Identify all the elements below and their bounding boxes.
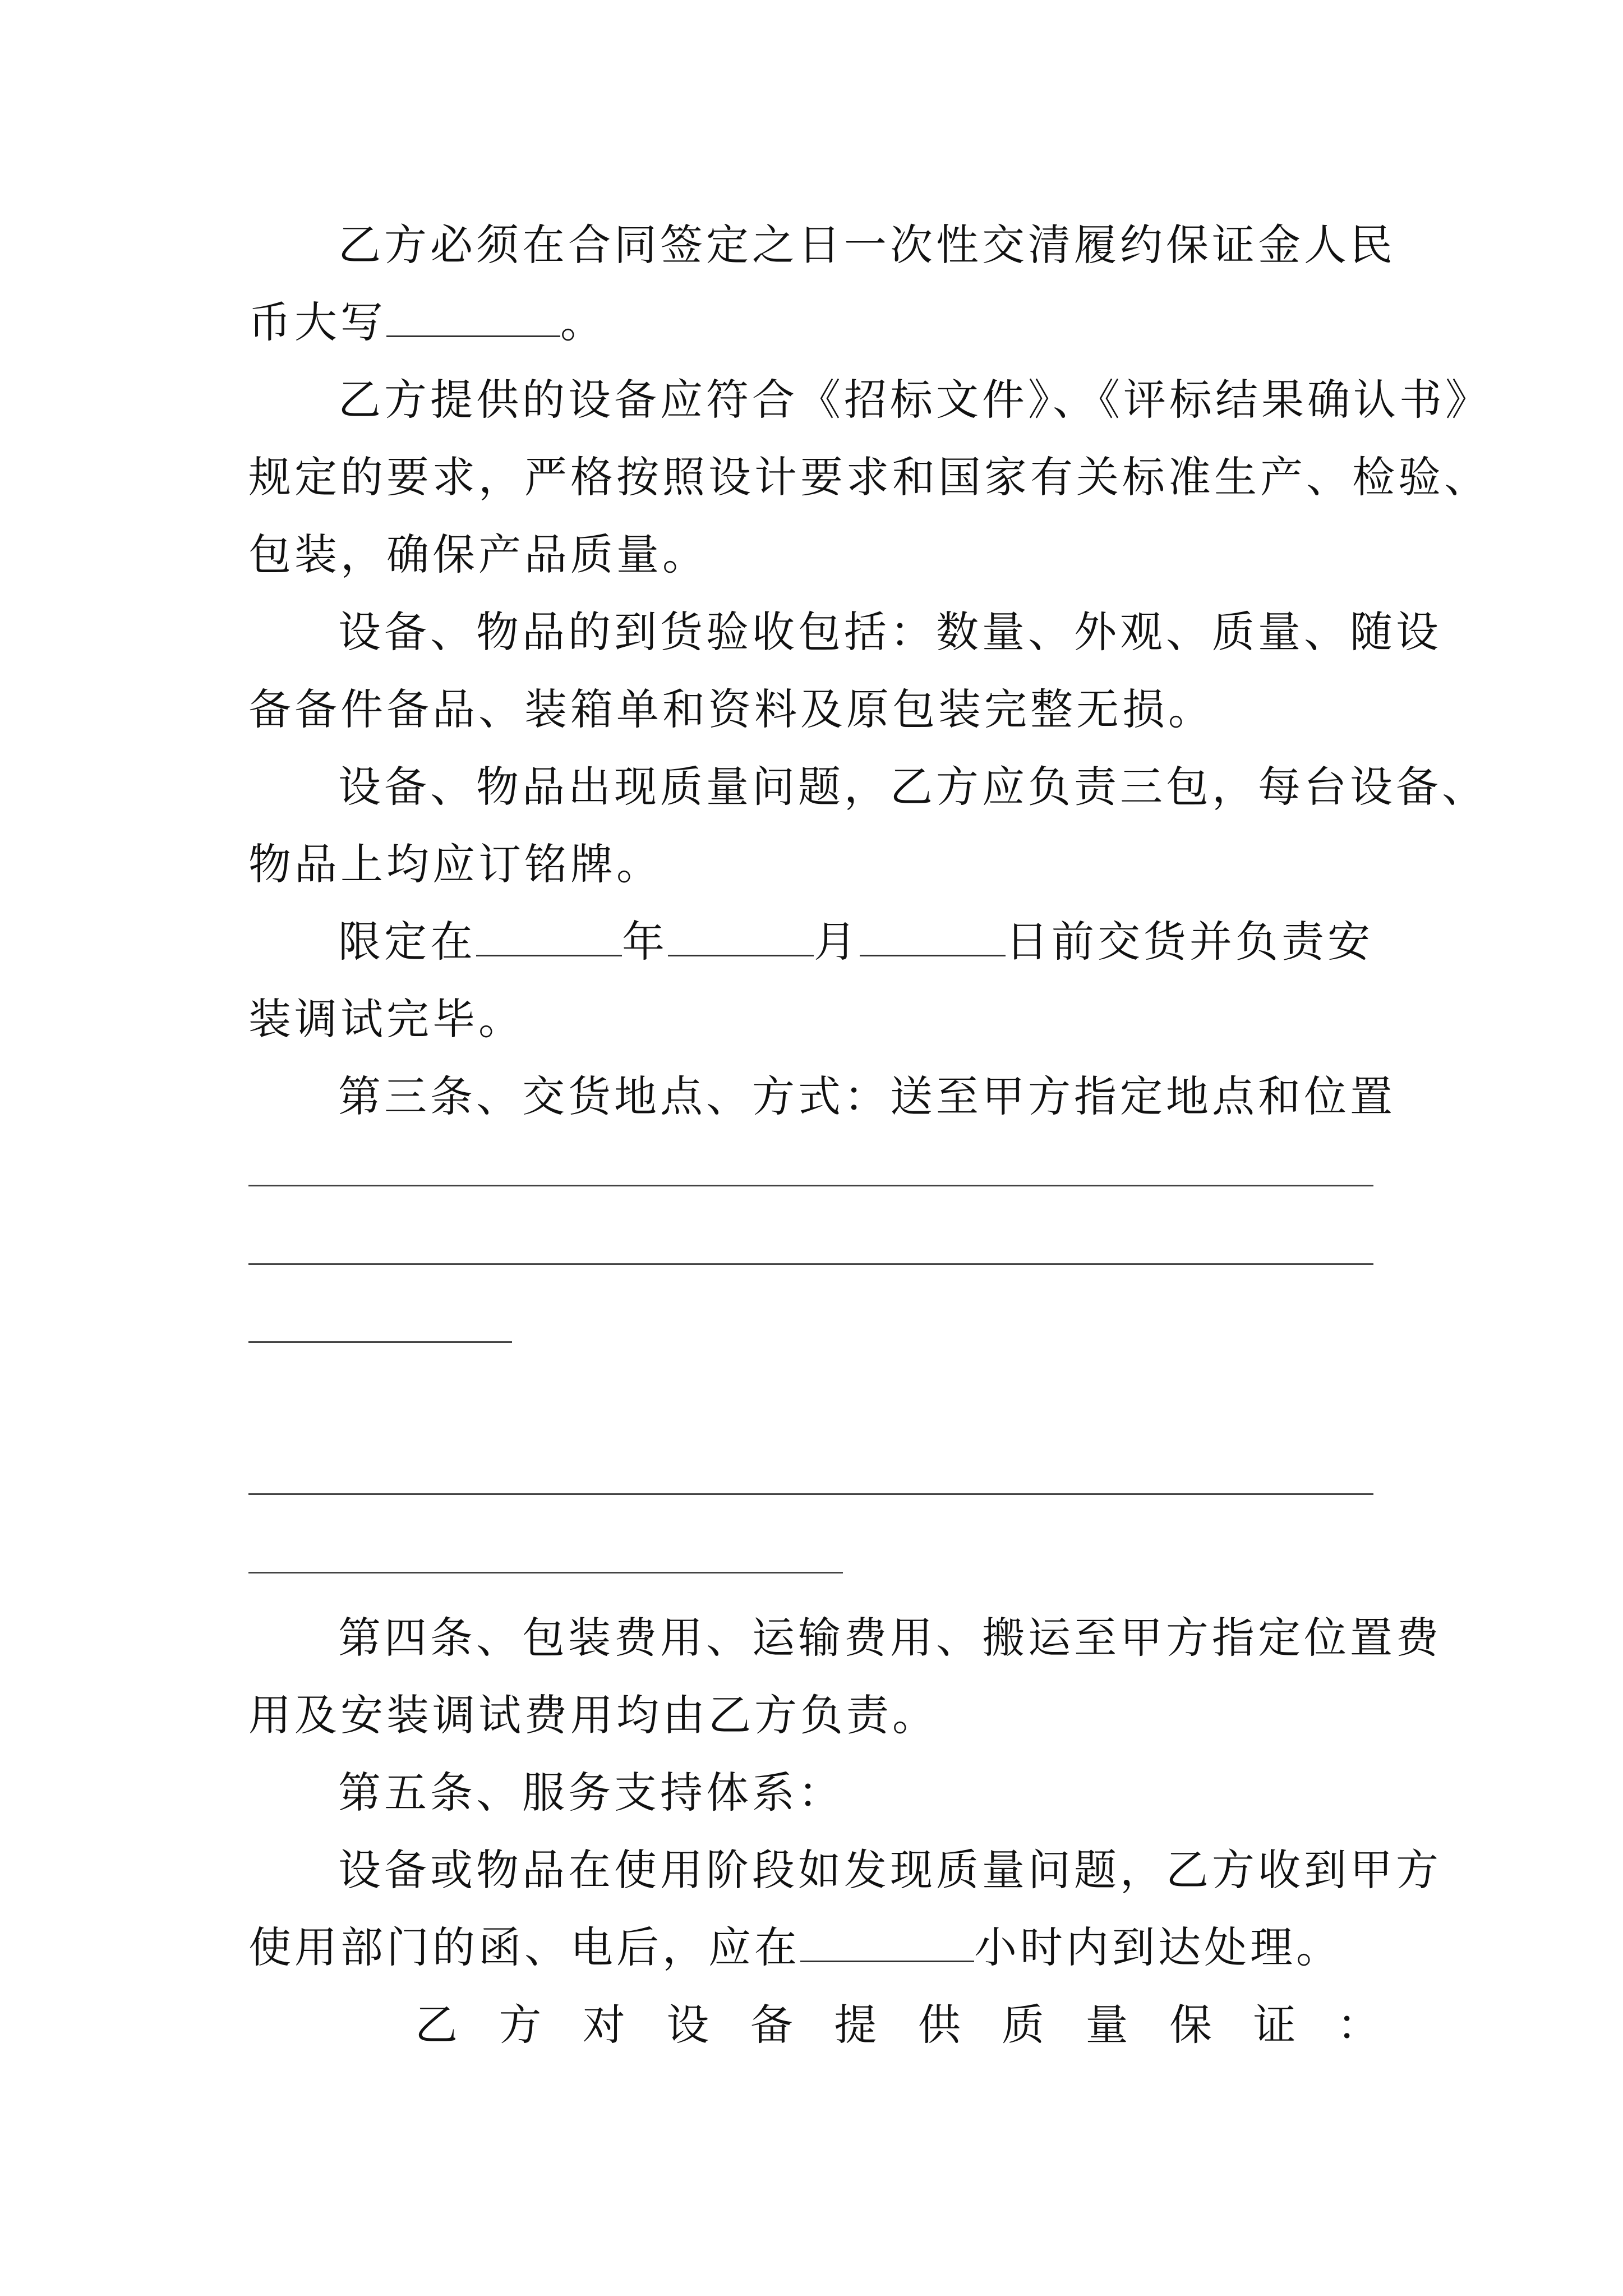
text: 日前交货并负责安 xyxy=(1006,917,1373,967)
fill-line-location-3[interactable] xyxy=(248,1341,512,1343)
article-four-line-1 xyxy=(338,1607,1442,1669)
fill-blank-year[interactable] xyxy=(476,920,622,956)
fill-line-location-2[interactable] xyxy=(248,1263,1373,1265)
text: 币大写 xyxy=(248,297,386,347)
text: 第三条、交货地点、方式：送至甲方指定地点和位置 xyxy=(338,1071,1396,1121)
fill-blank-amount[interactable] xyxy=(386,301,560,337)
char: 提 xyxy=(834,2000,877,2050)
char: 对 xyxy=(582,2000,625,2050)
fill-blank-hours[interactable] xyxy=(800,1926,974,1962)
paragraph-equipment-line-1 xyxy=(338,369,1491,431)
text: 乙方提供的设备应符合《招标文件》、《评标结果确认书》 xyxy=(338,375,1491,425)
text: 乙方必须在合同签定之日一次性交清履约保证金人民 xyxy=(338,220,1396,270)
paragraph-deposit-line-1 xyxy=(338,214,1396,276)
text: 备备件备品、装箱单和资料及原包装完整无损。 xyxy=(248,684,1214,734)
paragraph-service-line-2 xyxy=(248,1917,1342,1978)
paragraph-acceptance-line-2 xyxy=(248,679,1214,740)
char: ： xyxy=(1336,2000,1380,2050)
text: 包装，确保产品质量。 xyxy=(248,530,708,579)
paragraph-delivery-date-line-1 xyxy=(338,911,1373,973)
paragraph-equipment-line-3 xyxy=(248,524,708,586)
fill-line-method-1[interactable] xyxy=(248,1493,1373,1495)
char: 量 xyxy=(1085,2000,1128,2050)
article-three-heading xyxy=(338,1066,1396,1128)
text: 设备、物品的到货验收包括：数量、外观、质量、随设 xyxy=(338,607,1442,657)
char: 保 xyxy=(1169,2000,1212,2050)
paragraph-quality-line-1 xyxy=(338,756,1488,818)
text: 物品上均应订铭牌。 xyxy=(248,839,662,889)
text: 小时内到达处理。 xyxy=(974,1922,1342,1972)
text: 限定在 xyxy=(338,917,476,967)
paragraph-warranty-heading xyxy=(415,1994,1380,2056)
fill-line-location-1[interactable] xyxy=(248,1185,1373,1186)
paragraph-service-line-1 xyxy=(338,1839,1442,1901)
text: 规定的要求，严格按照设计要求和国家有关标准生产、检验、 xyxy=(248,452,1490,502)
char: 证 xyxy=(1253,2000,1296,2050)
char: 质 xyxy=(1002,2000,1045,2050)
fill-line-method-2[interactable] xyxy=(248,1572,843,1573)
paragraph-acceptance-line-1 xyxy=(338,601,1442,663)
text: 年 xyxy=(622,917,668,967)
text: 。 xyxy=(560,297,606,347)
char: 供 xyxy=(917,2000,961,2050)
fill-blank-day[interactable] xyxy=(860,920,1006,956)
article-five-heading xyxy=(338,1762,844,1824)
char: 设 xyxy=(666,2000,709,2050)
char: 方 xyxy=(499,2000,542,2050)
char: 备 xyxy=(750,2000,793,2050)
text: 第五条、服务支持体系： xyxy=(338,1768,844,1818)
paragraph-quality-line-2 xyxy=(248,834,662,895)
paragraph-deposit-line-2 xyxy=(248,292,606,353)
text: 使用部门的函、电后，应在 xyxy=(248,1922,800,1972)
paragraph-equipment-line-2 xyxy=(248,447,1490,508)
article-four-line-2 xyxy=(248,1685,938,1746)
text: 设备或物品在使用阶段如发现质量问题，乙方收到甲方 xyxy=(338,1845,1442,1895)
text: 第四条、包装费用、运输费用、搬运至甲方指定位置费 xyxy=(338,1613,1442,1663)
fill-blank-month[interactable] xyxy=(668,920,814,956)
text: 装调试完毕。 xyxy=(248,994,524,1044)
paragraph-delivery-date-line-2 xyxy=(248,988,524,1050)
char: 乙 xyxy=(415,2000,458,2050)
text: 月 xyxy=(814,917,860,967)
text: 设备、物品出现质量问题，乙方应负责三包，每台设备、 xyxy=(338,762,1488,812)
text: 用及安装调试费用均由乙方负责。 xyxy=(248,1690,938,1740)
